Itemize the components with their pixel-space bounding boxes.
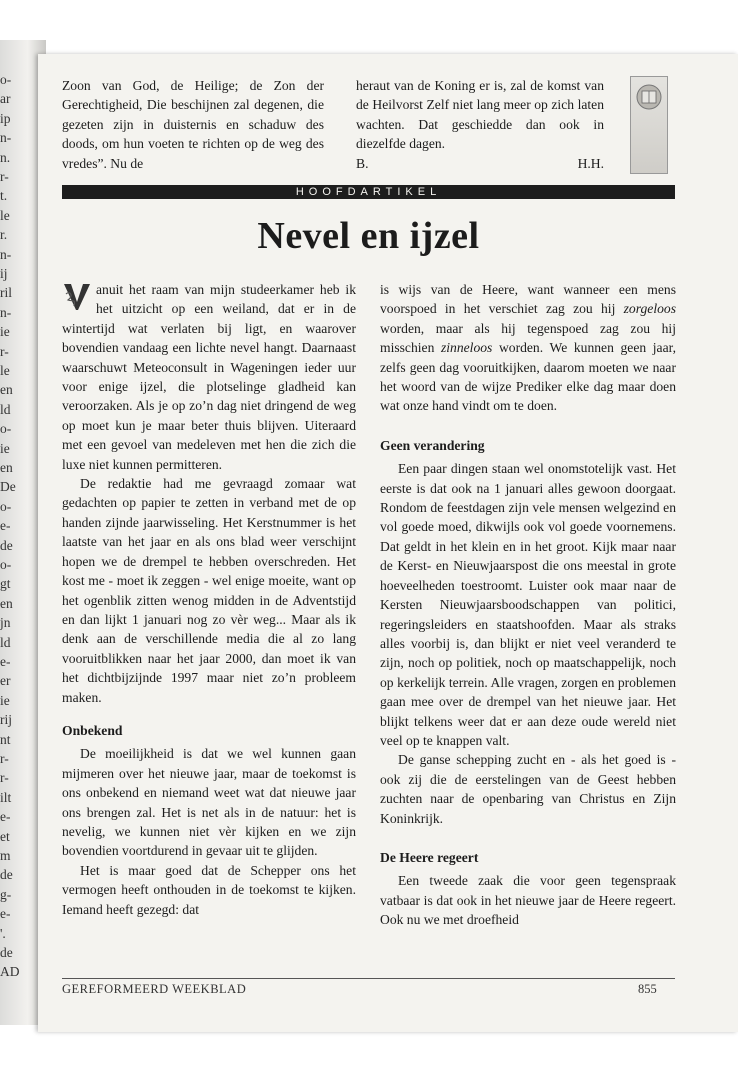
previous-page-fragment: o- — [0, 421, 12, 437]
paragraph: Het is maar goed dat de Schepper ons het vermogen heeft onthouden in de toekomst te kijken. Iemand heeft gezegd: dat — [62, 862, 356, 917]
intro-paragraph — [62, 280, 356, 474]
previous-page-fragment: r- — [0, 770, 9, 786]
previous-page-fragment: nt — [0, 731, 11, 747]
previous-page-fragment: ld — [0, 634, 11, 650]
top-right-continuation — [356, 76, 604, 173]
previous-page-fragment: ie — [0, 440, 10, 456]
previous-page-fragment: ilt — [0, 789, 12, 805]
page-number: 855 — [638, 982, 657, 996]
previous-page-fragment: AD — [0, 964, 20, 980]
emphasis: zorgeloos — [623, 301, 676, 317]
previous-page-fragment: jn — [0, 615, 11, 631]
previous-page-fragment: e- — [0, 518, 11, 534]
previous-page-fragment: ie — [0, 692, 10, 708]
previous-page-fragment: o- — [0, 557, 12, 572]
paragraph: Een paar dingen staan wel onomstotelijk vast. Het eerste is dat ook na 1 januari alles gewoon doorgaat. Rondom de feestdagen zijn vele mensen welgezind en vol goede moed, dikwijls ook vol goede voornemens. Dat geldt in het klein en in het groot. Kijk maar naar de Kerst- en Nieuwjaarspost die ons meestal in grote hoeveelheden toestroomt. Luister ook maar naar de Kersten Nieuwjaarsboodschappen van politici, regeringsleiders en staatshoofden. Maar als straks alles voorbij is, dan blijkt er niet veel veranderd te zijn, noch op politiek, noch op maatschappelijk, noch op kerkelijk terrein. Alle vragen, zorgen en problemen gaan mee over de drempel van het nieuwe jaar. Het blijkt telkens weer dat er aan deze oude wereld niet veel op te knappen valt. — [380, 461, 676, 748]
previous-page-fragment: t. — [0, 188, 8, 204]
previous-page-fragment: en — [0, 460, 13, 475]
continuation-text-right: heraut van de Koning er is, zal de komst van de Heilvorst Zelf niet lang meer op zich laten wachten. Dat geschiedde dan ook in diezelfde dagen. — [356, 78, 604, 152]
previous-page-fragment: ar — [0, 91, 11, 107]
top-left-continuation — [62, 76, 324, 173]
previous-page-fragment: m — [0, 848, 11, 863]
paragraph: is wijs van de Heere, want wanneer een mens voorspoed in het verschiet zag zou hij zorgeloos worden, maar als hij tegenspoed zag zou hij misschien zinneloos worden. We kunnen geen jaar, zelfs geen dag vooruitkijken, daarom moeten we naar het woord van de wijze Prediker elke dag maar doen wat onze hand vindt om te doen. — [380, 282, 676, 414]
article-column-right — [380, 280, 676, 930]
previous-page-fragment: de — [0, 867, 13, 883]
previous-page-fragment: le — [0, 363, 10, 378]
previous-page-fragment: ie — [0, 324, 10, 340]
previous-page-fragment: er — [0, 673, 11, 689]
previous-page-fragment: rij — [0, 712, 12, 728]
previous-page-fragment: o- — [0, 498, 12, 514]
dropcap-v-icon — [62, 280, 92, 312]
subheading: De Heere regeert — [380, 849, 479, 865]
previous-page-fragment: e- — [0, 906, 11, 922]
column-emblem-icon — [630, 76, 668, 174]
previous-page-fragment: r- — [0, 169, 9, 184]
previous-page-fragment: e- — [0, 809, 11, 825]
previous-page-fragment: de — [0, 945, 13, 960]
previous-page-fragment: n- — [0, 304, 12, 320]
previous-page-fragment: g- — [0, 886, 12, 902]
previous-page-fragment: en — [0, 595, 13, 611]
subheading: Geen verandering — [380, 437, 485, 453]
section-banner: HOOFDARTIKEL — [62, 185, 675, 199]
previous-page-fragment: e- — [0, 654, 11, 669]
magazine-page — [38, 54, 738, 1032]
previous-page-fragment: o- — [0, 72, 12, 87]
previous-page-fragment: n- — [0, 246, 12, 262]
signature-left: B. — [356, 155, 369, 171]
previous-page-fragment: ril — [0, 285, 12, 301]
signature-row — [356, 154, 604, 173]
subheading: Onbekend — [62, 722, 123, 738]
previous-page-fragment: '. — [0, 925, 6, 941]
intro-text: anuit het raam van mijn studeerkamer heb ik het uitzicht op een weiland, dat er in de wintertijd wat verlaten bij ligt, en waarover bovendien vandaag een lichte nevel hangt. Daarnaast waarschuwt Meteoconsult in Wageningen ieder uur voor enige ijzel, die plotselinge gladheid kan veroorzaken. Als je op zo’n dag niet dringend de weg op moet kun je maar beter thuis blijven. Uiteraard met een gevoel van medeleven met hen die zich die luxe niet kunnen permitteren. — [62, 282, 356, 472]
article-headline: Nevel en ijzel — [257, 215, 480, 257]
previous-page-fragment: ld — [0, 401, 11, 417]
paragraph: Een tweede zaak die voor geen tegenspraak vatbaar is dat ook in het nieuwe jaar de Heere regeert. Ook nu we met droefheid — [380, 873, 676, 928]
signature-right: H.H. — [577, 155, 604, 171]
footer-rule — [62, 978, 675, 979]
continuation-text: Zoon van God, de Heilige; de Zon der Gerechtigheid, Die beschijnen zal degenen, die gezeten zijn in duisternis en schaduw des doods, om hun voeten te richten op de weg des vredes”. Nu de — [62, 78, 324, 171]
emphasis: zinneloos — [440, 340, 493, 356]
previous-page-fragment: n- — [0, 130, 12, 146]
previous-page-fragment: r. — [0, 227, 8, 243]
previous-page-fragment: en — [0, 382, 13, 398]
previous-page-fragment: n. — [0, 149, 11, 165]
previous-page-fragment: le — [0, 207, 10, 223]
previous-page-fragment: ip — [0, 110, 11, 126]
previous-page-fragment: r- — [0, 751, 9, 766]
paragraph: De moeilijkheid is dat we wel kunnen gaan mijmeren over het nieuwe jaar, maar de toekomst is ons onbekend en niemand weet wat dat nieuwe jaar ons brengen zal. Het is net als in de natuur: het is nevelig, we kunnen niet vèr kijken en we zijn bovendien voortdurend in gevaar uit te glijden. — [62, 746, 356, 859]
previous-page-edge — [0, 60, 26, 1020]
article-column-left — [62, 280, 356, 919]
previous-page-fragment: r- — [0, 343, 9, 359]
previous-page-fragment: et — [0, 828, 10, 844]
paragraph: De redaktie had me gevraagd zomaar wat gedachten op papier te zetten in verband met de op handen zijnde jaarwisseling. Het Kerstnummer is het laatste van het jaar en als ons blad weer verschijnt hopen we de drempel te hebben overschreden. Het kost me - moet ik zeggen - wel enige moeite, want op het ogenblik zitten wenog midden in de Adventstijd en dan lijkt 1 januari nog zo vèr weg... Maar als ik denk aan de verschillende media die al zo lang vooruitblikken naar het jaar 2000, dan moet ik van het dichtbijzijnde 1997 maar niet zo’n probleem maken. — [62, 476, 356, 705]
previous-page-fragment: ij — [0, 266, 8, 281]
previous-page-fragment: De — [0, 479, 16, 495]
paragraph: De ganse schepping zucht en - als het goed is - ook zij die de eerstelingen van de Geest hebben zuchten naar de openbaring van Christus en Zijn Koninkrijk. — [380, 752, 676, 826]
publication-title: GEREFORMEERD WEEKBLAD — [62, 982, 247, 996]
previous-page-fragment: gt — [0, 576, 11, 592]
previous-page-fragment: de — [0, 537, 13, 553]
